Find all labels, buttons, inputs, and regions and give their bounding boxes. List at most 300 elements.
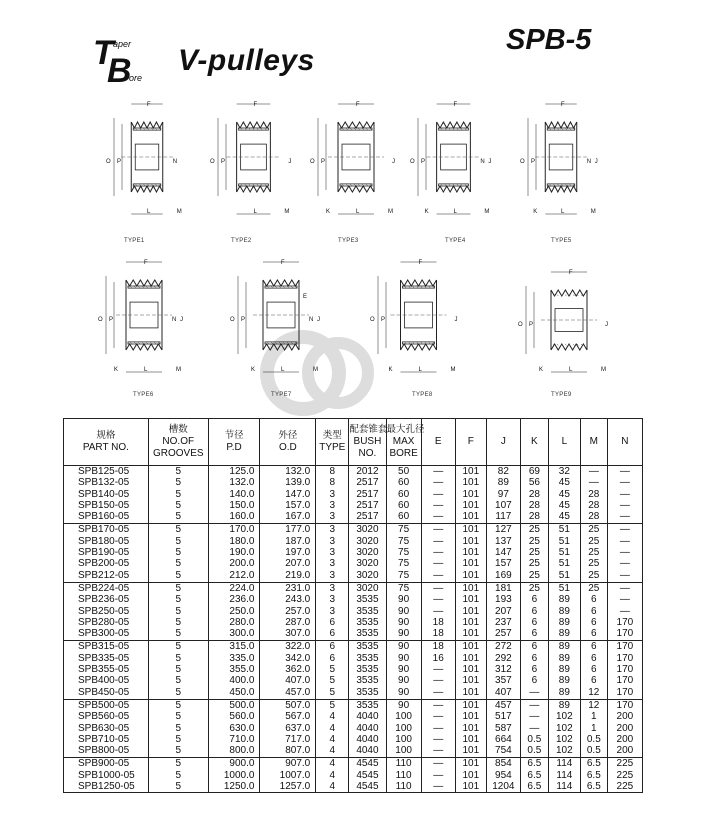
- table-cell: SPB450-05: [64, 687, 149, 700]
- table-row: [64, 711, 643, 722]
- table-cell: 114: [548, 758, 580, 770]
- table-cell: 567.0: [260, 711, 316, 722]
- table-cell: 3020: [349, 547, 386, 558]
- table-cell: 1: [580, 711, 607, 722]
- table-cell: 4040: [349, 723, 386, 734]
- table-cell: SPB190-05: [78, 547, 130, 559]
- column-header: [349, 419, 386, 466]
- table-row: [64, 699, 643, 711]
- table-cell: 500.0: [208, 699, 260, 711]
- table-cell: 4: [316, 711, 349, 722]
- table-cell: 807.0: [260, 745, 316, 758]
- table-cell: 140.0: [208, 489, 260, 500]
- pulley-section-diagram: [372, 258, 457, 376]
- table-cell: —: [520, 699, 548, 711]
- table-cell: 200: [607, 734, 642, 745]
- column-header: [260, 419, 316, 466]
- table-cell: 257.0: [260, 606, 316, 617]
- table-cell: 236.0: [208, 594, 260, 605]
- table-cell: 90: [386, 687, 421, 700]
- table-cell: 4: [316, 758, 349, 770]
- table-cell: 3020: [349, 536, 386, 547]
- table-cell: 51: [548, 582, 580, 594]
- table-cell: 4545: [349, 758, 386, 770]
- table-cell: 101: [455, 466, 486, 478]
- table-cell: 89: [548, 628, 580, 641]
- drawing-type-label: TYPE6: [133, 392, 154, 398]
- column-header-en: K: [531, 436, 538, 447]
- table-cell: 139.0: [260, 477, 316, 488]
- table-cell: 4: [316, 745, 349, 758]
- table-cell: 4: [316, 770, 349, 781]
- table-cell: 5: [148, 675, 208, 686]
- dimension-letter: J: [488, 159, 492, 165]
- dimension-letter: P: [321, 159, 326, 165]
- table-cell: 630.0: [208, 723, 260, 734]
- table-cell: 407: [486, 687, 520, 700]
- column-header: [580, 419, 607, 466]
- pulley-section-diagram: [520, 268, 610, 376]
- table-row: [64, 687, 643, 700]
- table-cell: 400.0: [208, 675, 260, 686]
- table-cell: 75: [386, 536, 421, 547]
- table-cell: 3535: [349, 687, 386, 700]
- table-cell: 25: [580, 582, 607, 594]
- table-cell: 5: [148, 699, 208, 711]
- table-cell: 25: [520, 547, 548, 558]
- pulley-drawing-type7: [232, 258, 322, 376]
- column-header-zh: 最大孔径: [386, 424, 425, 435]
- dimension-letter: F: [561, 102, 565, 108]
- column-header: [148, 419, 208, 466]
- table-cell: 637.0: [260, 723, 316, 734]
- table-cell: —: [421, 770, 455, 781]
- table-cell: SPB140-05: [78, 488, 130, 500]
- column-header: [421, 419, 455, 466]
- drawing-type-label: TYPE1: [124, 238, 145, 244]
- table-cell: 272: [486, 641, 520, 653]
- table-cell: —: [421, 536, 455, 547]
- table-cell: SPB280-05: [78, 616, 130, 628]
- table-row: [64, 570, 643, 583]
- table-cell: 0.5: [520, 745, 548, 758]
- table-cell: 287.0: [260, 617, 316, 628]
- table-cell: 100: [386, 723, 421, 734]
- table-cell: 5: [148, 770, 208, 781]
- table-cell: 101: [455, 699, 486, 711]
- table-cell: 342.0: [260, 653, 316, 664]
- table-cell: 854: [486, 758, 520, 770]
- table-cell: SPB900-05: [78, 758, 130, 770]
- table-row: [64, 536, 643, 547]
- pulley-section-diagram: [410, 100, 492, 218]
- table-cell: SPB355-05: [78, 664, 130, 676]
- table-row: [64, 745, 643, 758]
- table-cell: —: [421, 547, 455, 558]
- spec-table: [63, 418, 643, 793]
- table-row: [64, 653, 643, 664]
- table-cell: —: [607, 547, 642, 558]
- dimension-letter: J: [288, 159, 292, 165]
- table-cell: 292: [486, 653, 520, 664]
- table-cell: 362.0: [260, 664, 316, 675]
- table-cell: 89: [548, 606, 580, 617]
- table-cell: 5: [148, 466, 208, 478]
- dimension-letter: M: [450, 367, 456, 373]
- pulley-section-diagram: [310, 100, 395, 218]
- pulley-drawing-type9: [520, 268, 610, 376]
- dimension-letter: F: [453, 102, 458, 108]
- table-cell: 225: [607, 758, 642, 770]
- table-cell: 5: [148, 628, 208, 641]
- table-cell: —: [520, 687, 548, 700]
- table-cell: SPB160-05: [64, 511, 149, 524]
- dimension-letter: K: [539, 367, 544, 373]
- table-cell: 114: [548, 770, 580, 781]
- table-cell: 225: [607, 781, 642, 793]
- table-cell: 132.0: [260, 466, 316, 478]
- table-cell: 12: [580, 687, 607, 700]
- table-cell: —: [607, 466, 642, 478]
- column-header: [607, 419, 642, 466]
- table-cell: 6.5: [520, 758, 548, 770]
- table-cell: 28: [520, 511, 548, 524]
- table-cell: SPB300-05: [64, 628, 149, 641]
- dimension-letter: O: [98, 317, 103, 323]
- table-cell: SPB125-05: [78, 466, 130, 477]
- table-cell: 132.0: [208, 477, 260, 488]
- table-cell: 60: [386, 489, 421, 500]
- table-cell: —: [421, 758, 455, 770]
- table-header-row: [64, 419, 643, 466]
- table-cell: 5: [148, 653, 208, 664]
- table-cell: —: [421, 570, 455, 583]
- table-cell: 89: [548, 617, 580, 628]
- table-cell: 190.0: [208, 547, 260, 558]
- table-cell: 6.5: [580, 770, 607, 781]
- table-cell: 114: [548, 781, 580, 793]
- table-row: [64, 628, 643, 641]
- table-cell: 56: [520, 477, 548, 488]
- table-cell: 89: [548, 653, 580, 664]
- table-cell: SPB1000-05: [78, 769, 135, 781]
- dimension-letter: K: [533, 209, 538, 215]
- table-cell: 101: [455, 711, 486, 722]
- table-cell: 170: [607, 628, 642, 641]
- table-cell: 3535: [349, 606, 386, 617]
- table-cell: 25: [580, 536, 607, 547]
- table-cell: 6: [316, 653, 349, 664]
- table-cell: 6: [580, 664, 607, 675]
- table-cell: 1204: [486, 781, 520, 793]
- table-cell: 101: [455, 745, 486, 758]
- table-cell: —: [421, 594, 455, 605]
- column-header-en: NO.OF GROOVES: [152, 436, 204, 459]
- column-header-en: TYPE: [319, 442, 346, 453]
- table-cell: —: [421, 524, 455, 536]
- table-cell: 357: [486, 675, 520, 686]
- table-cell: 89: [548, 687, 580, 700]
- table-cell: SPB1250-05: [78, 781, 135, 793]
- table-row: [64, 466, 643, 478]
- table-cell: 102: [548, 723, 580, 734]
- table-cell: 101: [455, 664, 486, 675]
- table-row: [64, 489, 643, 500]
- table-cell: 51: [548, 524, 580, 536]
- column-header: [64, 419, 149, 466]
- table-cell: 102: [548, 734, 580, 745]
- table-cell: 300.0: [208, 628, 260, 641]
- table-row: [64, 500, 643, 511]
- table-cell: 587: [486, 723, 520, 734]
- table-cell: 89: [548, 664, 580, 675]
- table-cell: 1250.0: [208, 781, 260, 793]
- table-cell: 243.0: [260, 594, 316, 605]
- table-cell: —: [607, 606, 642, 617]
- column-header-en: PART NO.: [82, 442, 129, 453]
- table-cell: 90: [386, 594, 421, 605]
- table-cell: 2517: [349, 511, 386, 524]
- table-cell: 6.5: [520, 781, 548, 793]
- table-cell: 197.0: [260, 547, 316, 558]
- table-cell: 3535: [349, 699, 386, 711]
- table-row: [64, 547, 643, 558]
- dimension-letter: K: [424, 209, 429, 215]
- dimension-letter: E: [303, 294, 308, 301]
- table-cell: 102: [548, 711, 580, 722]
- table-cell: —: [421, 500, 455, 511]
- table-cell: 5: [148, 536, 208, 547]
- table-cell: 60: [386, 511, 421, 524]
- table-cell: 200: [607, 711, 642, 722]
- table-cell: —: [421, 687, 455, 700]
- table-cell: 101: [455, 653, 486, 664]
- table-cell: 3: [316, 524, 349, 536]
- table-cell: 3: [316, 582, 349, 594]
- dimension-letter: M: [176, 367, 181, 373]
- table-cell: 1257.0: [260, 781, 316, 793]
- column-header-en: N: [621, 436, 629, 447]
- table-cell: 90: [386, 606, 421, 617]
- drawing-type-label: TYPE7: [271, 392, 292, 398]
- dimension-letter: L: [418, 367, 422, 373]
- table-cell: 3535: [349, 675, 386, 686]
- table-cell: 3: [316, 570, 349, 583]
- table-cell: 3535: [349, 594, 386, 605]
- table-cell: 107: [486, 500, 520, 511]
- table-cell: 5: [148, 594, 208, 605]
- drawing-type-label: TYPE2: [231, 238, 252, 244]
- table-cell: 355.0: [208, 664, 260, 675]
- table-cell: 147: [486, 547, 520, 558]
- column-header: [208, 419, 260, 466]
- table-cell: 101: [455, 687, 486, 700]
- table-row: [64, 770, 643, 781]
- table-cell: 5: [148, 664, 208, 675]
- table-cell: 5: [148, 758, 208, 770]
- table-cell: 6: [316, 617, 349, 628]
- table-row: [64, 723, 643, 734]
- table-cell: 4545: [349, 770, 386, 781]
- table-cell: 25: [520, 570, 548, 583]
- table-cell: —: [421, 675, 455, 686]
- table-cell: —: [607, 500, 642, 511]
- table-cell: 507.0: [260, 699, 316, 711]
- table-cell: —: [421, 734, 455, 745]
- dimension-letter: F: [281, 260, 285, 266]
- table-cell: 5: [148, 617, 208, 628]
- table-cell: 110: [386, 781, 421, 793]
- table-cell: 8: [316, 477, 349, 488]
- table-cell: 51: [548, 570, 580, 583]
- column-header-en: O.D: [278, 442, 297, 453]
- pulley-drawing-type4: [410, 100, 492, 218]
- table-cell: 6: [520, 675, 548, 686]
- table-cell: 1000.0: [208, 770, 260, 781]
- table-cell: 5: [148, 745, 208, 758]
- table-cell: 90: [386, 675, 421, 686]
- column-header-zh: 外径: [278, 430, 298, 441]
- table-row: [64, 594, 643, 605]
- dimension-letter: P: [529, 322, 534, 328]
- dimension-letter: N: [309, 317, 314, 323]
- table-cell: 200.0: [208, 558, 260, 569]
- table-cell: 5: [148, 711, 208, 722]
- table-cell: —: [421, 477, 455, 488]
- pulley-drawing-type8: [372, 258, 457, 376]
- dimension-letter: M: [484, 209, 490, 215]
- table-cell: 32: [548, 466, 580, 478]
- table-cell: 28: [520, 500, 548, 511]
- table-cell: 5: [148, 558, 208, 569]
- table-cell: 6: [520, 664, 548, 675]
- dimension-letter: L: [356, 209, 360, 215]
- pulley-section-diagram: [520, 100, 598, 218]
- dimension-letter: J: [605, 322, 608, 328]
- drawing-type-label: TYPE5: [551, 238, 572, 244]
- table-cell: 5: [148, 547, 208, 558]
- table-cell: SPB180-05: [78, 535, 130, 547]
- table-cell: 5: [148, 781, 208, 793]
- table-cell: —: [421, 558, 455, 569]
- table-cell: 18: [421, 641, 455, 653]
- table-cell: —: [607, 524, 642, 536]
- table-cell: 800.0: [208, 745, 260, 758]
- table-cell: —: [421, 582, 455, 594]
- pulley-section-diagram: [210, 100, 292, 218]
- table-cell: 100: [386, 711, 421, 722]
- table-row: [64, 524, 643, 536]
- table-cell: 90: [386, 664, 421, 675]
- table-cell: 75: [386, 570, 421, 583]
- table-row: [64, 617, 643, 628]
- table-cell: —: [421, 723, 455, 734]
- table-cell: 101: [455, 594, 486, 605]
- table-cell: 137: [486, 536, 520, 547]
- table-cell: 101: [455, 547, 486, 558]
- table-cell: 127: [486, 524, 520, 536]
- table-cell: 5: [148, 524, 208, 536]
- table-cell: 6: [580, 594, 607, 605]
- dimension-letter: M: [313, 367, 318, 373]
- table-cell: SPB212-05: [64, 570, 149, 583]
- dimension-letter: L: [561, 209, 565, 215]
- dimension-letter: L: [569, 367, 573, 373]
- table-cell: 187.0: [260, 536, 316, 547]
- table-row: [64, 606, 643, 617]
- table-cell: 664: [486, 734, 520, 745]
- table-cell: 5: [316, 699, 349, 711]
- table-cell: 231.0: [260, 582, 316, 594]
- dimension-letter: P: [221, 159, 226, 165]
- table-cell: 6: [580, 617, 607, 628]
- table-cell: 219.0: [260, 570, 316, 583]
- table-cell: 3535: [349, 653, 386, 664]
- model-code: SPB-5: [506, 24, 592, 56]
- table-cell: 90: [386, 617, 421, 628]
- drawing-type-label: TYPE4: [445, 238, 466, 244]
- table-cell: 90: [386, 641, 421, 653]
- table-cell: 101: [455, 606, 486, 617]
- dimension-letter: O: [106, 159, 111, 165]
- table-cell: 51: [548, 547, 580, 558]
- table-cell: —: [520, 711, 548, 722]
- column-header: [486, 419, 520, 466]
- dimension-letter: F: [569, 270, 573, 276]
- table-cell: 6: [580, 641, 607, 653]
- table-cell: —: [580, 466, 607, 478]
- table-cell: SPB150-05: [78, 499, 130, 511]
- dimension-letter: F: [253, 102, 258, 108]
- table-row: [64, 558, 643, 569]
- dimension-letter: K: [251, 367, 256, 373]
- table-cell: 4040: [349, 711, 386, 722]
- column-header-en: L: [561, 436, 568, 447]
- table-cell: 101: [455, 582, 486, 594]
- table-cell: 28: [580, 511, 607, 524]
- table-cell: 89: [548, 699, 580, 711]
- table-cell: 180.0: [208, 536, 260, 547]
- table-cell: 335.0: [208, 653, 260, 664]
- table-cell: 101: [455, 758, 486, 770]
- table-cell: 4040: [349, 734, 386, 745]
- table-cell: 224.0: [208, 582, 260, 594]
- table-cell: —: [607, 570, 642, 583]
- dimension-letter: P: [241, 317, 246, 323]
- table-cell: 4: [316, 781, 349, 793]
- logo-b: B: [107, 52, 132, 90]
- table-cell: 5: [148, 606, 208, 617]
- table-cell: —: [580, 477, 607, 488]
- table-cell: 257: [486, 628, 520, 641]
- column-header: [316, 419, 349, 466]
- column-header-en: E: [434, 436, 442, 447]
- table-cell: 193: [486, 594, 520, 605]
- dimension-letter: O: [210, 159, 215, 165]
- dimension-letter: P: [531, 159, 536, 165]
- table-cell: 754: [486, 745, 520, 758]
- table-cell: 110: [386, 770, 421, 781]
- table-cell: —: [607, 536, 642, 547]
- table-cell: 160.0: [208, 511, 260, 524]
- table-cell: 18: [421, 617, 455, 628]
- table-cell: 312: [486, 664, 520, 675]
- table-cell: 2517: [349, 477, 386, 488]
- table-cell: 75: [386, 524, 421, 536]
- table-cell: SPB560-05: [78, 711, 130, 723]
- table-cell: 3: [316, 558, 349, 569]
- table-cell: 3: [316, 500, 349, 511]
